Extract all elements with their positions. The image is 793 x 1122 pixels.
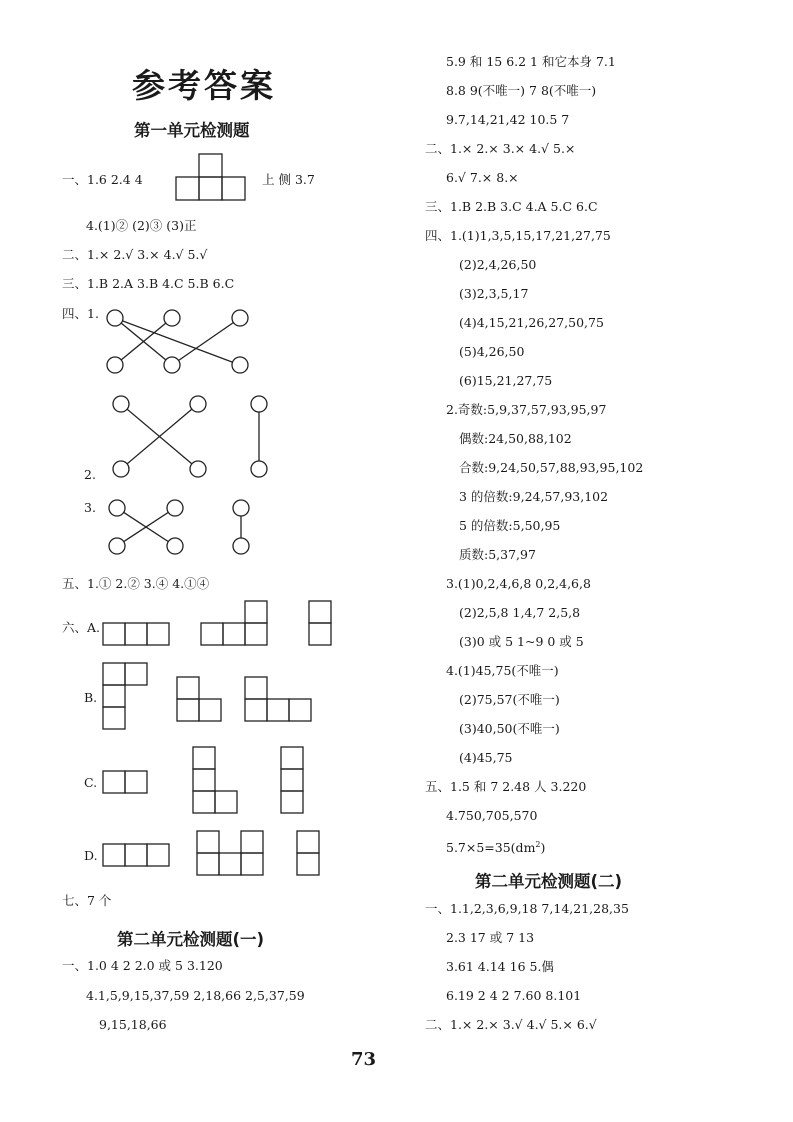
r-line: (3)40,50(不唯一) — [459, 721, 560, 736]
view-figure-c2 — [192, 746, 242, 818]
r-line: 9.7,14,21,42 10.5 7 — [446, 112, 570, 127]
r-line: 四、1.(1)1,3,5,15,17,21,27,75 — [425, 228, 611, 243]
r-line: 3 的倍数:9,24,57,93,102 — [459, 489, 609, 504]
view-figure-b1 — [102, 662, 152, 734]
view-figure-b3 — [244, 676, 316, 726]
r-line: (3)2,3,5,17 — [459, 286, 529, 301]
view-figure-a1 — [102, 620, 172, 648]
page-title: 参考答案 — [132, 66, 276, 105]
view-figure-d1 — [102, 841, 172, 869]
view-figure-b2 — [176, 676, 226, 726]
u1-q1-block-figure — [176, 153, 248, 201]
r2-line: 2.3 17 或 7 13 — [446, 930, 535, 945]
view-figure-a3 — [308, 600, 336, 648]
r-line: 6.√ 7.× 8.× — [446, 170, 519, 185]
r-line: 合数:9,24,50,57,88,93,95,102 — [459, 460, 644, 475]
r-line: 三、1.B 2.B 3.C 4.A 5.C 6.C — [425, 199, 598, 214]
r-line: (2)75,57(不唯一) — [459, 692, 560, 707]
heading-unit2-1: 第二单元检测题(一) — [117, 930, 265, 949]
r-line: (4)45,75 — [459, 750, 513, 765]
label-3: 3. — [84, 500, 96, 515]
area-superscript: 2 — [535, 840, 541, 849]
r-line: (2)2,5,8 1,4,7 2,5,8 — [459, 605, 581, 620]
area-prefix: 5.7×5=35(dm — [446, 840, 536, 856]
r-line: 2.奇数:5,9,37,57,93,95,97 — [446, 402, 607, 417]
r2-line: 二、1.× 2.× 3.√ 4.√ 5.× 6.√ — [425, 1017, 597, 1032]
label-c: C. — [84, 775, 98, 790]
u1-line6: 五、1.① 2.② 3.④ 4.①④ — [62, 576, 210, 591]
r2-line: 6.19 2 4 2 7.60 8.101 — [446, 988, 582, 1003]
r-line: 质数:5,37,97 — [459, 547, 536, 562]
view-figure-d2 — [196, 830, 268, 880]
view-figure-a2 — [200, 600, 272, 648]
r-line: 五、1.5 和 7 2.48 人 3.220 — [425, 779, 587, 794]
view-figure-c1 — [102, 768, 152, 796]
matching-diagram-2 — [106, 393, 276, 483]
matching-diagram-3 — [104, 496, 254, 560]
r-line: 二、1.× 2.× 3.× 4.√ 5.× — [425, 141, 576, 156]
label-d: D. — [84, 848, 98, 863]
view-figure-c3 — [280, 746, 308, 818]
heading-unit2-2: 第二单元检测题(二) — [475, 872, 623, 891]
page-number: 73 — [351, 1049, 377, 1070]
r-line: 4.750,705,570 — [446, 808, 538, 823]
matching-diagram-1 — [100, 305, 260, 377]
u2-line1: 一、1.0 4 2 2.0 或 5 3.120 — [62, 958, 223, 973]
u1-line1-suffix: 上 侧 3.7 — [262, 172, 315, 187]
r-line: 偶数:24,50,88,102 — [459, 431, 572, 446]
r-line: (6)15,21,27,75 — [459, 373, 553, 388]
u1-line1-prefix: 一、1.6 2.4 4 — [62, 172, 143, 187]
r-line: (3)0 或 5 1~9 0 或 5 — [459, 634, 584, 649]
u1-line3: 二、1.× 2.√ 3.× 4.√ 5.√ — [62, 247, 208, 262]
r-line: 8.8 9(不唯一) 7 8(不唯一) — [446, 83, 597, 98]
r-line: (4)4,15,21,26,27,50,75 — [459, 315, 604, 330]
label-liu-a: 六、A. — [62, 620, 101, 635]
r2-line: 一、1.1,2,3,6,9,18 7,14,21,28,35 — [425, 901, 629, 916]
r-line: (2)2,4,26,50 — [459, 257, 537, 272]
r-line: 5 的倍数:5,50,95 — [459, 518, 561, 533]
r-line: 4.(1)45,75(不唯一) — [446, 663, 559, 678]
label-2: 2. — [84, 467, 96, 482]
r-line-area — [446, 837, 545, 856]
u1-line7: 七、7 个 — [62, 893, 112, 908]
u1-line5: 四、1. — [62, 306, 99, 321]
u1-line4: 三、1.B 2.A 3.B 4.C 5.B 6.C — [62, 276, 235, 291]
u2-line2: 4.1,5,9,15,37,59 2,18,66 2,5,37,59 — [86, 988, 305, 1003]
u2-line3: 9,15,18,66 — [99, 1017, 167, 1032]
view-figure-d3 — [296, 830, 324, 880]
label-b: B. — [84, 690, 98, 705]
r-line: 3.(1)0,2,4,6,8 0,2,4,6,8 — [446, 576, 591, 591]
area-suffix: ) — [540, 840, 546, 856]
r2-line: 3.61 4.14 16 5.偶 — [446, 959, 554, 974]
r-line: 5.9 和 15 6.2 1 和它本身 7.1 — [446, 54, 616, 69]
u1-line2: 4.(1)② (2)③ (3)正 — [86, 218, 197, 233]
heading-unit1: 第一单元检测题 — [134, 121, 250, 140]
r-line: (5)4,26,50 — [459, 344, 525, 359]
